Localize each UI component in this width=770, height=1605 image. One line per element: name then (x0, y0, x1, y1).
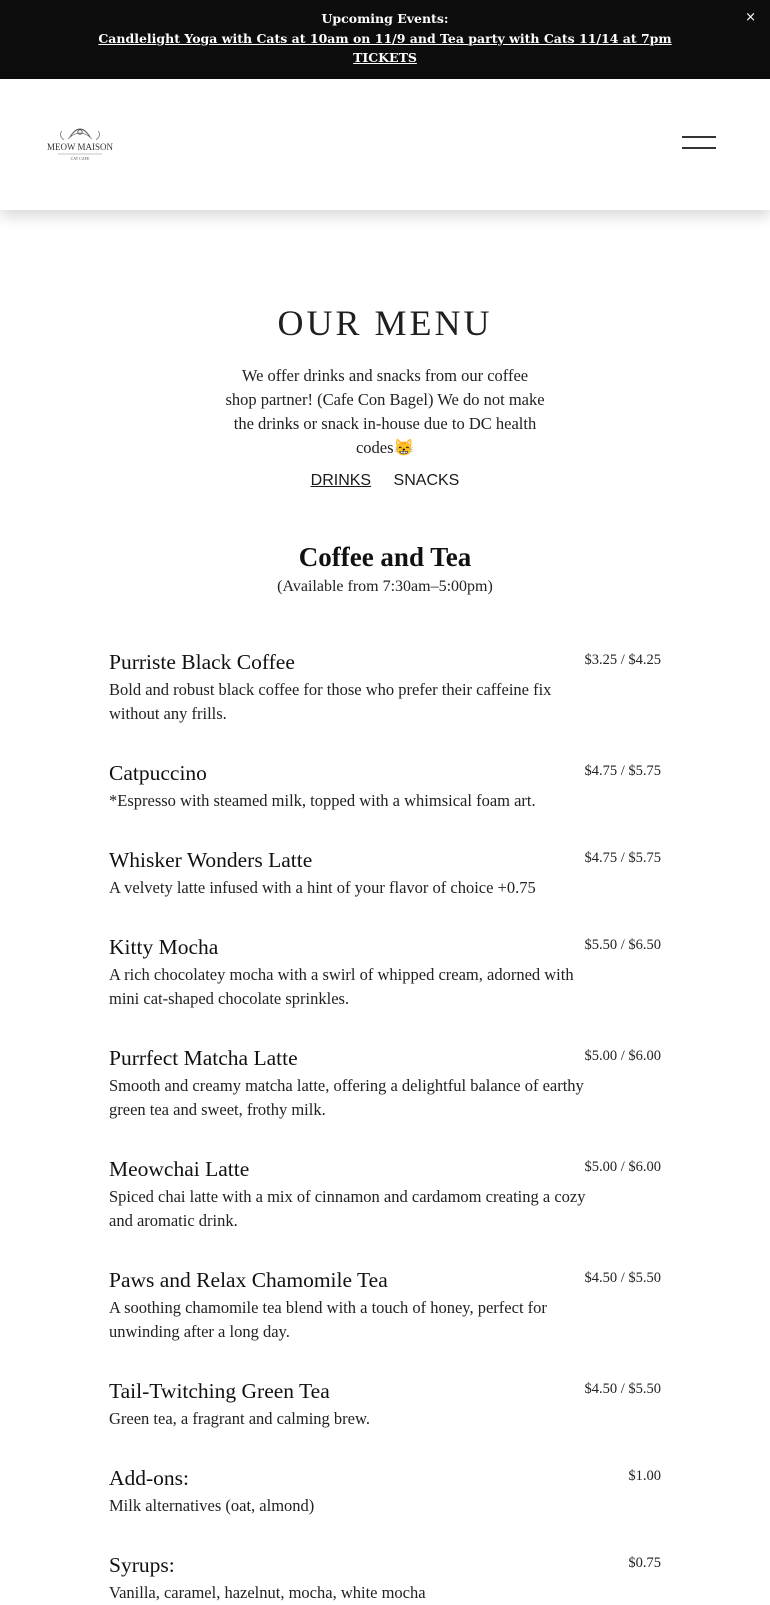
item-description: Bold and robust black coffee for those who prefer their caffeine fix without any frills. (109, 680, 552, 723)
menu-item (109, 933, 661, 1011)
logo-subtext: CAT CAFE (70, 156, 90, 161)
item-price: $5.00 / $6.00 (584, 1159, 661, 1175)
item-name: Tail-Twitching Green Tea (109, 1379, 330, 1403)
site-header (0, 79, 770, 210)
item-price: $1.00 (628, 1468, 661, 1484)
site-logo[interactable] (44, 123, 116, 169)
logo-crest-icon (44, 123, 116, 169)
item-description: Green tea, a fragrant and calming brew. (109, 1409, 370, 1428)
item-name: Whisker Wonders Latte (109, 848, 313, 872)
item-name: Kitty Mocha (109, 935, 219, 959)
item-price: $5.50 / $6.50 (584, 937, 661, 953)
item-description: Vanilla, caramel, hazelnut, mocha, white mocha (109, 1583, 426, 1602)
item-price: $4.50 / $5.50 (584, 1270, 661, 1286)
item-name: Purrfect Matcha Latte (109, 1046, 298, 1070)
item-name: Syrups: (109, 1553, 175, 1577)
item-price: $0.75 (628, 1555, 661, 1571)
announcement-bar (0, 0, 770, 79)
menu-item (109, 1044, 661, 1122)
item-name: Purriste Black Coffee (109, 650, 295, 674)
tab-drinks[interactable]: DRINKS (310, 472, 372, 489)
item-description: A rich chocolatey mocha with a swirl of whipped cream, adorned with mini cat-shaped chocolate sprinkles. (109, 965, 574, 1008)
item-description: Spiced chai latte with a mix of cinnamon and cardamom creating a cozy and aromatic drink. (109, 1187, 586, 1230)
menu-tabs (0, 472, 770, 490)
menu-item (109, 759, 661, 813)
menu-item (109, 648, 661, 726)
menu-item (109, 1266, 661, 1344)
menu-item (109, 1377, 661, 1431)
item-price: $4.50 / $5.50 (584, 1381, 661, 1397)
item-description: *Espresso with steamed milk, topped with a whimsical foam art. (109, 791, 536, 810)
item-price: $4.75 / $5.75 (584, 763, 661, 779)
item-name: Meowchai Latte (109, 1157, 250, 1181)
item-price: $4.75 / $5.75 (584, 850, 661, 866)
announcement-heading: Upcoming Events: (321, 11, 449, 26)
item-description: A velvety latte infused with a hint of your flavor of choice +0.75 (109, 878, 536, 897)
item-price: $3.25 / $4.25 (584, 652, 661, 668)
section-title: Coffee and Tea (298, 542, 472, 572)
hamburger-menu-icon[interactable] (680, 132, 718, 156)
item-price: $5.00 / $6.00 (584, 1048, 661, 1064)
menu-item (109, 1155, 661, 1233)
events-text: Candlelight Yoga with Cats at 10am on 11/9 and Tea party with Cats 11/14 at 7pm (98, 30, 672, 46)
menu-item (109, 846, 661, 900)
item-description: A soothing chamomile tea blend with a touch of honey, perfect for unwinding after a long day. (109, 1298, 547, 1341)
menu-item (109, 1464, 661, 1518)
close-icon[interactable]: × (745, 10, 756, 25)
section-subtitle: (Available from 7:30am–5:00pm) (277, 578, 493, 595)
menu-intro: We offer drinks and snacks from our coffee shop partner! (Cafe Con Bagel) We do not make the drinks or snack in-house due to DC health codes😸 (225, 366, 545, 457)
item-description: Smooth and creamy matcha latte, offering a delightful balance of earthy green tea and sweet, frothy milk. (109, 1076, 584, 1119)
tab-snacks[interactable]: SNACKS (393, 472, 460, 489)
page-title: OUR MENU (277, 303, 493, 343)
item-description: Milk alternatives (oat, almond) (109, 1496, 315, 1515)
events-link[interactable] (98, 29, 671, 68)
tickets-link[interactable]: TICKETS (353, 50, 417, 65)
item-name: Catpuccino (109, 761, 207, 785)
logo-text: MEOW MAISON (46, 142, 114, 152)
menu-item (109, 1551, 661, 1605)
item-name: Add-ons: (109, 1466, 190, 1490)
item-name: Paws and Relax Chamomile Tea (109, 1268, 388, 1292)
